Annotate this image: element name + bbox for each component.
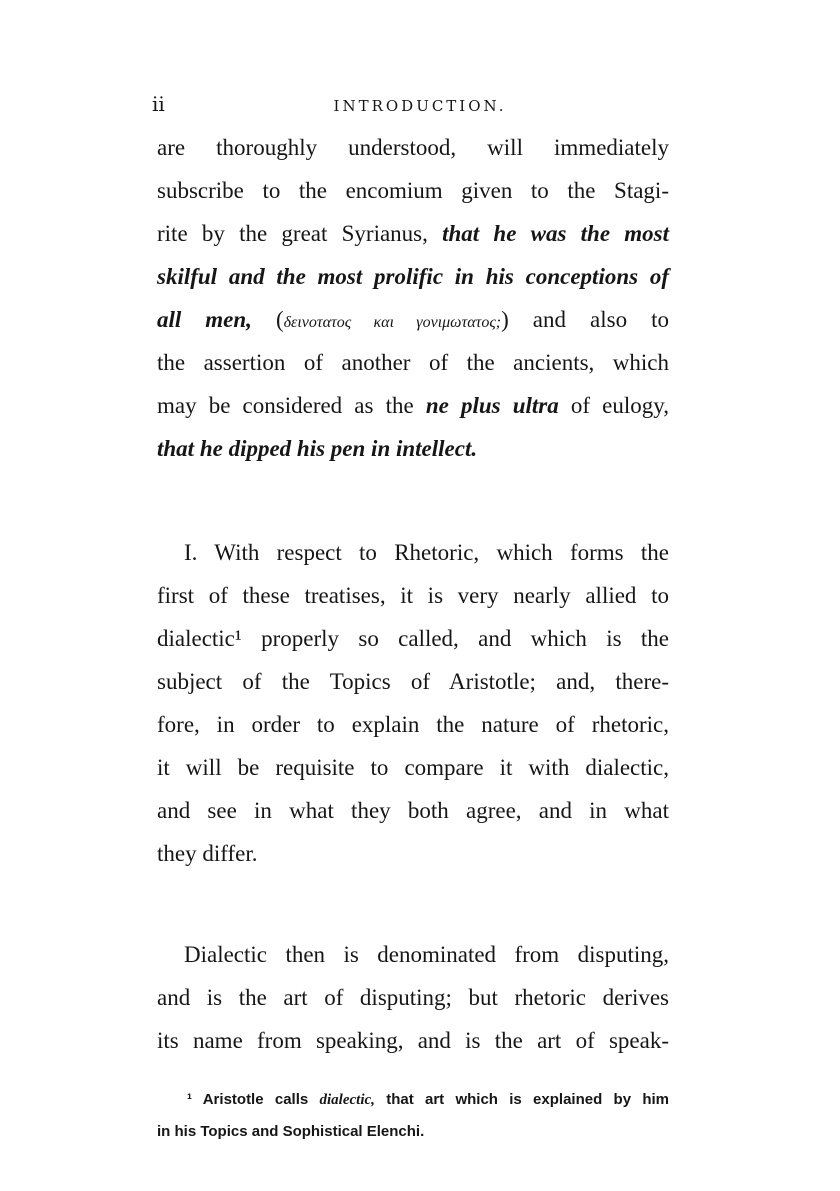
text-line xyxy=(157,983,669,1013)
text-segment: are thoroughly understood, will immediately xyxy=(157,135,669,160)
text-segment: in his Topics and Sophistical Elenchi. xyxy=(157,1123,425,1140)
text-line xyxy=(157,753,669,783)
text-line xyxy=(157,219,669,249)
text-line xyxy=(157,133,669,163)
text-segment: subscribe to the encomium given to the Stagi- xyxy=(157,178,669,203)
text-segment: of eulogy, xyxy=(558,393,669,418)
text-line xyxy=(157,348,669,378)
italic-text: dialectic, xyxy=(319,1092,375,1108)
greek-text: δεινοτατος και γονιμωτατος; xyxy=(283,314,502,331)
text-line xyxy=(157,581,669,611)
italic-text: skilful and the most prolific in his conceptions of xyxy=(157,264,669,289)
text-segment: ¹ Aristotle calls xyxy=(187,1091,320,1108)
text-line xyxy=(157,305,669,338)
text-segment: subject of the Topics of Aristotle; and, there- xyxy=(157,669,669,694)
text-line xyxy=(157,839,669,869)
text-segment: first of these treatises, it is very nearly allied to xyxy=(157,583,669,608)
text-segment: dialectic¹ properly so called, and which is the xyxy=(157,626,669,651)
text-line xyxy=(157,796,669,826)
italic-text: that he dipped his pen in intellect. xyxy=(157,436,478,461)
text-segment: its name from speaking, and is the art of speak- xyxy=(157,1028,669,1053)
italic-text: ne plus ultra xyxy=(425,393,559,418)
text-segment: may be considered as the xyxy=(157,393,426,418)
text-line xyxy=(157,538,669,568)
italic-text: all men, xyxy=(157,307,252,332)
text-segment: it will be requisite to compare it with dialectic, xyxy=(157,755,669,780)
text-segment: ) and also to xyxy=(501,307,669,332)
text-segment: Dialectic then is denominated from disputing, xyxy=(184,942,669,967)
text-segment: fore, in order to explain the nature of rhetoric, xyxy=(157,712,669,737)
text-line xyxy=(157,624,669,654)
text-line xyxy=(157,667,669,697)
text-line xyxy=(157,176,669,206)
italic-text: that he was the most xyxy=(442,221,670,246)
text-line xyxy=(157,434,669,464)
text-segment: and is the art of disputing; but rhetoric derives xyxy=(157,985,669,1010)
text-segment: I. With respect to Rhetoric, which forms the xyxy=(184,540,669,565)
running-title: INTRODUCTION. xyxy=(333,97,507,115)
text-line xyxy=(157,1026,669,1056)
page-number: ii xyxy=(152,92,165,116)
text-segment: ( xyxy=(251,307,284,332)
text-segment: the assertion of another of the ancients, which xyxy=(157,350,669,375)
text-segment: rite by the great Syrianus, xyxy=(157,221,443,246)
footnote-line xyxy=(157,1122,669,1142)
text-segment: and see in what they both agree, and in what xyxy=(157,798,669,823)
text-line xyxy=(157,940,669,970)
footnote-line xyxy=(157,1090,669,1110)
text-line xyxy=(157,710,669,740)
text-segment: they differ. xyxy=(157,841,258,866)
text-line xyxy=(157,391,669,421)
text-line xyxy=(157,262,669,292)
text-segment: that art which is explained by him xyxy=(374,1091,669,1108)
